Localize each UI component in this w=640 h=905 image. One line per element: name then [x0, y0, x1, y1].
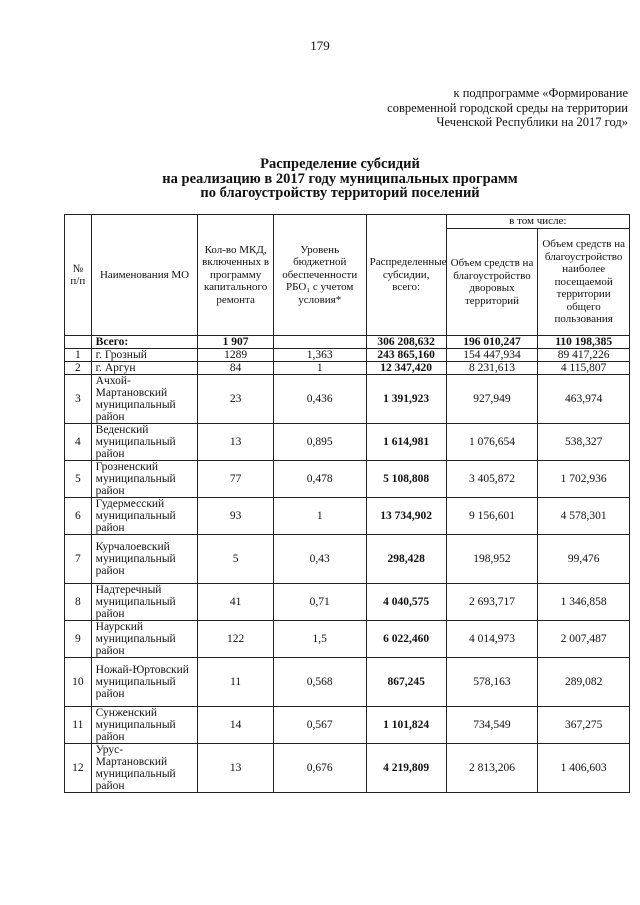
- total-num: [65, 336, 92, 349]
- row-num: 5: [65, 461, 92, 498]
- row-public: 89 417,226: [538, 349, 630, 362]
- table-row: [65, 375, 630, 424]
- row-yards: 2 813,206: [446, 744, 538, 793]
- row-yards: 154 447,934: [446, 349, 538, 362]
- row-num: 12: [65, 744, 92, 793]
- row-num: 4: [65, 424, 92, 461]
- row-level: 0,43: [273, 535, 366, 584]
- row-num: 1: [65, 349, 92, 362]
- row-name: Надтеречный муниципальный район: [91, 584, 198, 621]
- table-row: [65, 498, 630, 535]
- row-mkd: 93: [198, 498, 273, 535]
- row-num: 10: [65, 658, 92, 707]
- row-distributed: 298,428: [366, 535, 446, 584]
- row-public: 2 007,487: [538, 621, 630, 658]
- table-row: [65, 362, 630, 375]
- header-level: Уровень бюджетной обеспеченности РБО₁ с учетом условия*: [273, 215, 366, 336]
- row-distributed: 6 022,460: [366, 621, 446, 658]
- row-level: 0,676: [273, 744, 366, 793]
- row-mkd: 13: [198, 744, 273, 793]
- row-yards: 198,952: [446, 535, 538, 584]
- total-row: [65, 336, 630, 349]
- row-name: Ачхой-Мартановский муниципальный район: [91, 375, 198, 424]
- row-level: 0,71: [273, 584, 366, 621]
- row-distributed: 1 391,923: [366, 375, 446, 424]
- row-public: 1 406,603: [538, 744, 630, 793]
- annex-reference: [308, 86, 628, 130]
- row-mkd: 122: [198, 621, 273, 658]
- row-level: 0,567: [273, 707, 366, 744]
- row-mkd: 5: [198, 535, 273, 584]
- total-distributed: 306 208,632: [366, 336, 446, 349]
- row-mkd: 14: [198, 707, 273, 744]
- row-yards: 9 156,601: [446, 498, 538, 535]
- title-line: Распределение субсидий: [260, 156, 420, 172]
- table-row: [65, 707, 630, 744]
- row-name: Гудермесский муниципальный район: [91, 498, 198, 535]
- row-public: 463,974: [538, 375, 630, 424]
- title-line: на реализацию в 2017 году муниципальных программ: [162, 170, 518, 187]
- row-mkd: 84: [198, 362, 273, 375]
- row-public: 99,476: [538, 535, 630, 584]
- row-yards: 1 076,654: [446, 424, 538, 461]
- subsidy-table: [64, 214, 630, 793]
- row-name: Наурский муниципальный район: [91, 621, 198, 658]
- row-level: 0,436: [273, 375, 366, 424]
- row-yards: 3 405,872: [446, 461, 538, 498]
- header-mkd: Кол-во МКД, включенных в программу капитального ремонта: [198, 215, 273, 336]
- row-num: 6: [65, 498, 92, 535]
- row-name: Сунженский муниципальный район: [91, 707, 198, 744]
- header-public: Объем средств на благоустройство наиболее посещаемой территории общего пользования: [538, 229, 630, 336]
- annex-line: Чеченской Республики на 2017 год»: [436, 115, 628, 129]
- row-public: 4 578,301: [538, 498, 630, 535]
- row-level: 1,5: [273, 621, 366, 658]
- header-name: Наименования МО: [91, 215, 198, 336]
- row-level: 0,568: [273, 658, 366, 707]
- table-row: [65, 658, 630, 707]
- row-num: 3: [65, 375, 92, 424]
- row-yards: 2 693,717: [446, 584, 538, 621]
- row-distributed: 12 347,420: [366, 362, 446, 375]
- row-distributed: 867,245: [366, 658, 446, 707]
- row-yards: 734,549: [446, 707, 538, 744]
- row-num: 9: [65, 621, 92, 658]
- row-name: Грозненский муниципальный район: [91, 461, 198, 498]
- row-num: 7: [65, 535, 92, 584]
- row-mkd: 23: [198, 375, 273, 424]
- row-mkd: 11: [198, 658, 273, 707]
- row-public: 289,082: [538, 658, 630, 707]
- row-public: 538,327: [538, 424, 630, 461]
- page-number: 179: [310, 38, 330, 53]
- header-distributed: Распределенные субсидии, всего:: [366, 215, 446, 336]
- header-yards: Объем средств на благоустройство дворовых территорий: [446, 229, 538, 336]
- row-distributed: 243 865,160: [366, 349, 446, 362]
- table-row: [65, 621, 630, 658]
- row-num: 2: [65, 362, 92, 375]
- header-num: № п/п: [65, 215, 92, 336]
- total-mkd: 1 907: [198, 336, 273, 349]
- row-distributed: 5 108,808: [366, 461, 446, 498]
- row-level: 1: [273, 362, 366, 375]
- table-row: [65, 461, 630, 498]
- total-label: Всего:: [91, 336, 198, 349]
- row-name: Веденский муниципальный район: [91, 424, 198, 461]
- row-distributed: 4 040,575: [366, 584, 446, 621]
- row-yards: 578,163: [446, 658, 538, 707]
- annex-line: к подпрограмме «Формирование: [453, 86, 628, 100]
- row-yards: 8 231,613: [446, 362, 538, 375]
- row-distributed: 1 101,824: [366, 707, 446, 744]
- row-num: 8: [65, 584, 92, 621]
- row-yards: 927,949: [446, 375, 538, 424]
- row-public: 367,275: [538, 707, 630, 744]
- row-name: г. Аргун: [91, 362, 198, 375]
- header-including: в том числе:: [446, 215, 629, 229]
- annex-line: современной городской среды на территории: [387, 100, 628, 115]
- row-num: 11: [65, 707, 92, 744]
- title-line: по благоустройству территорий поселений: [200, 185, 480, 201]
- row-name: Курчалоевский муниципальный район: [91, 535, 198, 584]
- row-level: 0,895: [273, 424, 366, 461]
- row-mkd: 41: [198, 584, 273, 621]
- row-mkd: 1289: [198, 349, 273, 362]
- row-public: 1 702,936: [538, 461, 630, 498]
- row-distributed: 13 734,902: [366, 498, 446, 535]
- row-public: 1 346,858: [538, 584, 630, 621]
- total-public: 110 198,385: [538, 336, 630, 349]
- table-row: [65, 744, 630, 793]
- row-yards: 4 014,973: [446, 621, 538, 658]
- total-yards: 196 010,247: [446, 336, 538, 349]
- row-distributed: 1 614,981: [366, 424, 446, 461]
- row-distributed: 4 219,809: [366, 744, 446, 793]
- row-level: 1: [273, 498, 366, 535]
- row-name: Ножай-Юртовский муниципальный район: [91, 658, 198, 707]
- table-row: [65, 349, 630, 362]
- row-level: 0,478: [273, 461, 366, 498]
- row-mkd: 77: [198, 461, 273, 498]
- document-title: [40, 157, 640, 201]
- row-name: г. Грозный: [91, 349, 198, 362]
- table-row: [65, 424, 630, 461]
- row-public: 4 115,807: [538, 362, 630, 375]
- row-name: Урус-Мартановский муниципальный район: [91, 744, 198, 793]
- table-row: [65, 584, 630, 621]
- table-row: [65, 535, 630, 584]
- total-level: [273, 336, 366, 349]
- row-mkd: 13: [198, 424, 273, 461]
- row-level: 1,363: [273, 349, 366, 362]
